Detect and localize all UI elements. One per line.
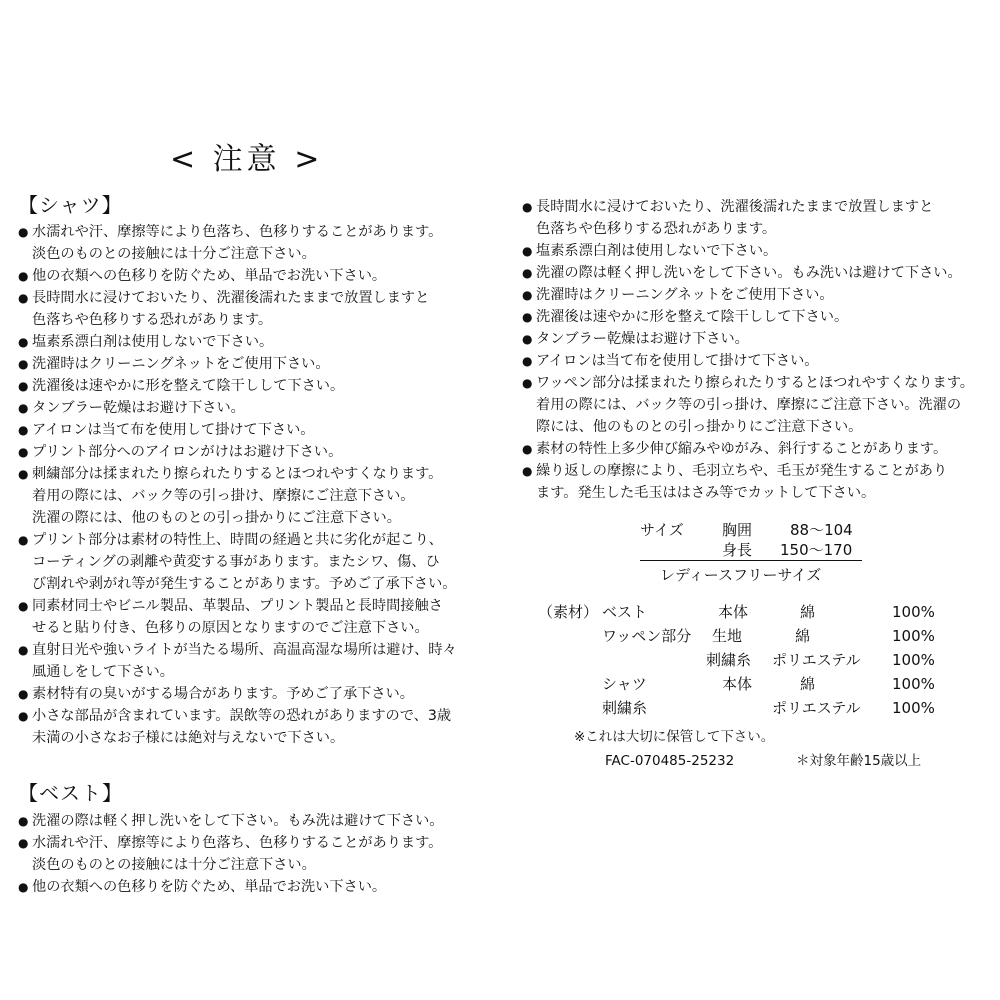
note-item xyxy=(18,221,457,243)
note-item xyxy=(18,832,443,854)
note-item xyxy=(18,810,443,832)
note-item-continuation xyxy=(522,482,974,504)
height-value: 150〜170 xyxy=(780,541,853,559)
note-item xyxy=(522,196,974,218)
note-text: 淡色のものとの接触には十分ご注意下さい。 xyxy=(32,246,316,262)
note-item-continuation xyxy=(18,573,457,595)
note-text: 洗濯時はクリーニングネットをご使用下さい。 xyxy=(536,287,834,303)
materials-label: （素材） xyxy=(538,603,599,621)
note-item xyxy=(522,350,974,372)
material-fiber: ポリエステル xyxy=(772,651,861,669)
bullet-icon: ● xyxy=(18,357,29,371)
note-text: 直射日光や強いライトが当たる場所、高温高湿な場所は避け、時々 xyxy=(32,642,457,658)
note-text: ます。発生した毛玉ははさみ等でカットして下さい。 xyxy=(536,485,876,501)
note-item-continuation xyxy=(18,485,457,507)
note-item xyxy=(18,463,457,485)
note-text: 塩素系漂白剤は使用しないで下さい。 xyxy=(32,334,274,350)
bullet-icon: ● xyxy=(522,310,533,324)
bullet-icon: ● xyxy=(522,266,533,280)
note-text: 長時間水に浸けておいたり、洗濯後濡れたままで放置しますと xyxy=(32,290,430,306)
note-item xyxy=(18,595,457,617)
note-text: アイロンは当て布を使用して掛けて下さい。 xyxy=(32,422,315,438)
note-item xyxy=(18,441,457,463)
material-part: 本体 xyxy=(718,603,749,621)
bullet-icon: ● xyxy=(18,533,29,547)
note-text: 同素材同士やビニル製品、革製品、プリント製品と長時間接触さ xyxy=(32,598,443,614)
material-fiber: 綿 xyxy=(800,675,816,693)
bullet-icon: ● xyxy=(522,354,533,368)
note-item xyxy=(18,683,457,705)
bullet-icon: ● xyxy=(18,445,29,459)
note-text: 塩素系漂白剤は使用しないで下さい。 xyxy=(536,243,778,259)
bullet-icon: ● xyxy=(18,599,29,613)
note-text: 洗濯の際は軽く押し洗いをして下さい。もみ洗いは避けて下さい。 xyxy=(536,265,962,281)
material-item: ワッペン部分 xyxy=(602,627,692,645)
material-percent: 100% xyxy=(892,675,935,693)
free-size-label: レディースフリーサイズ xyxy=(660,566,822,584)
note-text: アイロンは当て布を使用して掛けて下さい。 xyxy=(536,353,819,369)
bullet-icon: ● xyxy=(18,379,29,393)
note-item-continuation xyxy=(18,727,457,749)
note-text: 水濡れや汗、摩擦等により色落ち、色移りすることがあります。 xyxy=(32,224,443,240)
note-text: 洗濯の際は軽く押し洗いをして下さい。もみ洗は避けて下さい。 xyxy=(32,813,444,829)
note-text: 際には、他のものとの引っ掛かりにご注意下さい。 xyxy=(536,419,863,435)
note-text: コーティングの剥離や黄変する事があります。またシワ、傷、ひ xyxy=(32,554,440,570)
size-label: サイズ xyxy=(640,521,684,539)
note-item-continuation xyxy=(18,854,443,876)
material-percent: 100% xyxy=(892,603,935,621)
bullet-icon: ● xyxy=(522,288,533,302)
material-fiber: ポリエステル xyxy=(772,699,861,717)
note-text: 色落ちや色移りする恐れがあります。 xyxy=(536,221,777,237)
note-text: 洗濯時はクリーニングネットをご使用下さい。 xyxy=(32,356,330,372)
vest-notes-continued-list xyxy=(522,196,974,504)
note-item xyxy=(18,639,457,661)
material-percent: 100% xyxy=(892,627,935,645)
material-part: 生地 xyxy=(712,627,743,645)
note-item-continuation xyxy=(18,661,457,683)
note-item xyxy=(18,353,457,375)
bust-value: 88〜104 xyxy=(790,521,853,539)
note-text: 未満の小さなお子様には絶対与えないで下さい。 xyxy=(32,730,345,746)
note-item xyxy=(522,328,974,350)
note-item xyxy=(18,397,457,419)
shirt-notes-list xyxy=(18,221,457,749)
note-text: 洗濯後は速やかに形を整えて陰干しして下さい。 xyxy=(32,378,345,394)
bullet-icon: ● xyxy=(18,467,29,481)
material-item: シャツ xyxy=(602,675,647,693)
bullet-icon: ● xyxy=(18,291,29,305)
note-text: 刺繍部分は揉まれたり擦られたりするとほつれやすくなります。 xyxy=(32,466,443,482)
note-text: 着用の際には、バック等の引っ掛け、摩擦にご注意下さい。洗濯の xyxy=(536,397,962,413)
note-text: せると貼り付き、色移りの原因となりますのでご注意下さい。 xyxy=(32,620,429,636)
keep-notice: ※これは大切に保管して下さい。 xyxy=(574,729,775,745)
bullet-icon: ● xyxy=(18,423,29,437)
bullet-icon: ● xyxy=(18,836,29,850)
bullet-icon: ● xyxy=(18,401,29,415)
note-text: 洗濯後は速やかに形を整えて陰干しして下さい。 xyxy=(536,309,849,325)
note-item-continuation xyxy=(18,309,457,331)
bullet-icon: ● xyxy=(18,814,29,828)
bullet-icon: ● xyxy=(522,376,533,390)
note-item-continuation xyxy=(522,416,974,438)
note-item xyxy=(18,876,443,898)
size-divider xyxy=(640,560,862,561)
note-item xyxy=(18,265,457,287)
bullet-icon: ● xyxy=(522,442,533,456)
note-item xyxy=(18,419,457,441)
note-text: 素材の特性上多少伸び縮みやゆがみ、斜行することがあります。 xyxy=(536,441,948,457)
note-text: 洗濯の際には、他のものとの引っ掛かりにご注意下さい。 xyxy=(32,510,401,526)
note-text: ワッペン部分は揉まれたり擦られたりするとほつれやすくなります。 xyxy=(536,375,974,391)
bullet-icon: ● xyxy=(522,244,533,258)
bullet-icon: ● xyxy=(18,880,29,894)
note-text: タンブラー乾燥はお避け下さい。 xyxy=(536,331,749,347)
note-item xyxy=(522,438,974,460)
note-text: び割れや剥がれ等が発生することがあります。予めご了承下さい。 xyxy=(32,576,457,592)
note-item xyxy=(18,287,457,309)
material-percent: 100% xyxy=(892,651,935,669)
note-item xyxy=(522,240,974,262)
material-fiber: 綿 xyxy=(795,627,811,645)
note-text: 風通しをして下さい。 xyxy=(32,664,174,680)
note-item xyxy=(18,529,457,551)
note-text: プリント部分へのアイロンがけはお避け下さい。 xyxy=(32,444,343,460)
bullet-icon: ● xyxy=(522,464,533,478)
note-text: プリント部分は素材の特性上、時間の経過と共に劣化が起こり、 xyxy=(32,532,443,548)
note-text: タンブラー乾燥はお避け下さい。 xyxy=(32,400,245,416)
note-text: 他の衣類への色移りを防ぐため、単品でお洗い下さい。 xyxy=(32,268,387,284)
page-title: < 注意 > xyxy=(170,142,324,177)
note-item-continuation xyxy=(522,394,974,416)
note-item xyxy=(522,372,974,394)
note-item xyxy=(18,705,457,727)
bullet-icon: ● xyxy=(18,335,29,349)
note-text: 素材特有の臭いがする場合があります。予めご了承下さい。 xyxy=(32,686,414,702)
shirt-heading: 【シャツ】 xyxy=(18,193,123,217)
vest-notes-list xyxy=(18,810,443,898)
note-text: 色落ちや色移りする恐れがあります。 xyxy=(32,312,273,328)
bust-label: 胸囲 xyxy=(722,521,753,539)
height-label: 身長 xyxy=(722,541,753,559)
note-item xyxy=(18,331,457,353)
product-code: FAC-070485-25232 xyxy=(605,753,735,769)
note-item-continuation xyxy=(18,243,457,265)
note-text: 他の衣類への色移りを防ぐため、単品でお洗い下さい。 xyxy=(32,879,387,895)
material-item: 刺繍糸 xyxy=(602,699,648,717)
note-item-continuation xyxy=(522,218,974,240)
bullet-icon: ● xyxy=(18,225,29,239)
bullet-icon: ● xyxy=(18,643,29,657)
bullet-icon: ● xyxy=(18,269,29,283)
note-item-continuation xyxy=(18,507,457,529)
note-text: 繰り返しの摩擦により、毛羽立ちや、毛玉が発生することがあり xyxy=(536,463,948,479)
bullet-icon: ● xyxy=(522,332,533,346)
note-text: 着用の際には、バック等の引っ掛け、摩擦にご注意下さい。 xyxy=(32,488,415,504)
note-text: 長時間水に浸けておいたり、洗濯後濡れたままで放置しますと xyxy=(536,199,934,215)
note-item-continuation xyxy=(18,617,457,639)
note-text: 水濡れや汗、摩擦等により色落ち、色移りすることがあります。 xyxy=(32,835,443,851)
material-part: 本体 xyxy=(722,675,753,693)
vest-heading: 【ベスト】 xyxy=(18,781,123,805)
note-text: 淡色のものとの接触には十分ご注意下さい。 xyxy=(32,857,316,873)
note-item xyxy=(522,460,974,482)
target-age: ＊対象年齢15歳以上 xyxy=(796,753,922,769)
note-text: 小さな部品が含まれています。誤飲等の恐れがありますので、3歳 xyxy=(32,708,452,724)
material-percent: 100% xyxy=(892,699,935,717)
material-fiber: 綿 xyxy=(800,603,816,621)
note-item xyxy=(522,284,974,306)
note-item xyxy=(522,306,974,328)
bullet-icon: ● xyxy=(522,200,533,214)
material-part: 刺繍糸 xyxy=(706,651,752,669)
note-item-continuation xyxy=(18,551,457,573)
bullet-icon: ● xyxy=(18,687,29,701)
bullet-icon: ● xyxy=(18,709,29,723)
note-item xyxy=(18,375,457,397)
note-item xyxy=(522,262,974,284)
material-item: ベスト xyxy=(602,603,648,621)
